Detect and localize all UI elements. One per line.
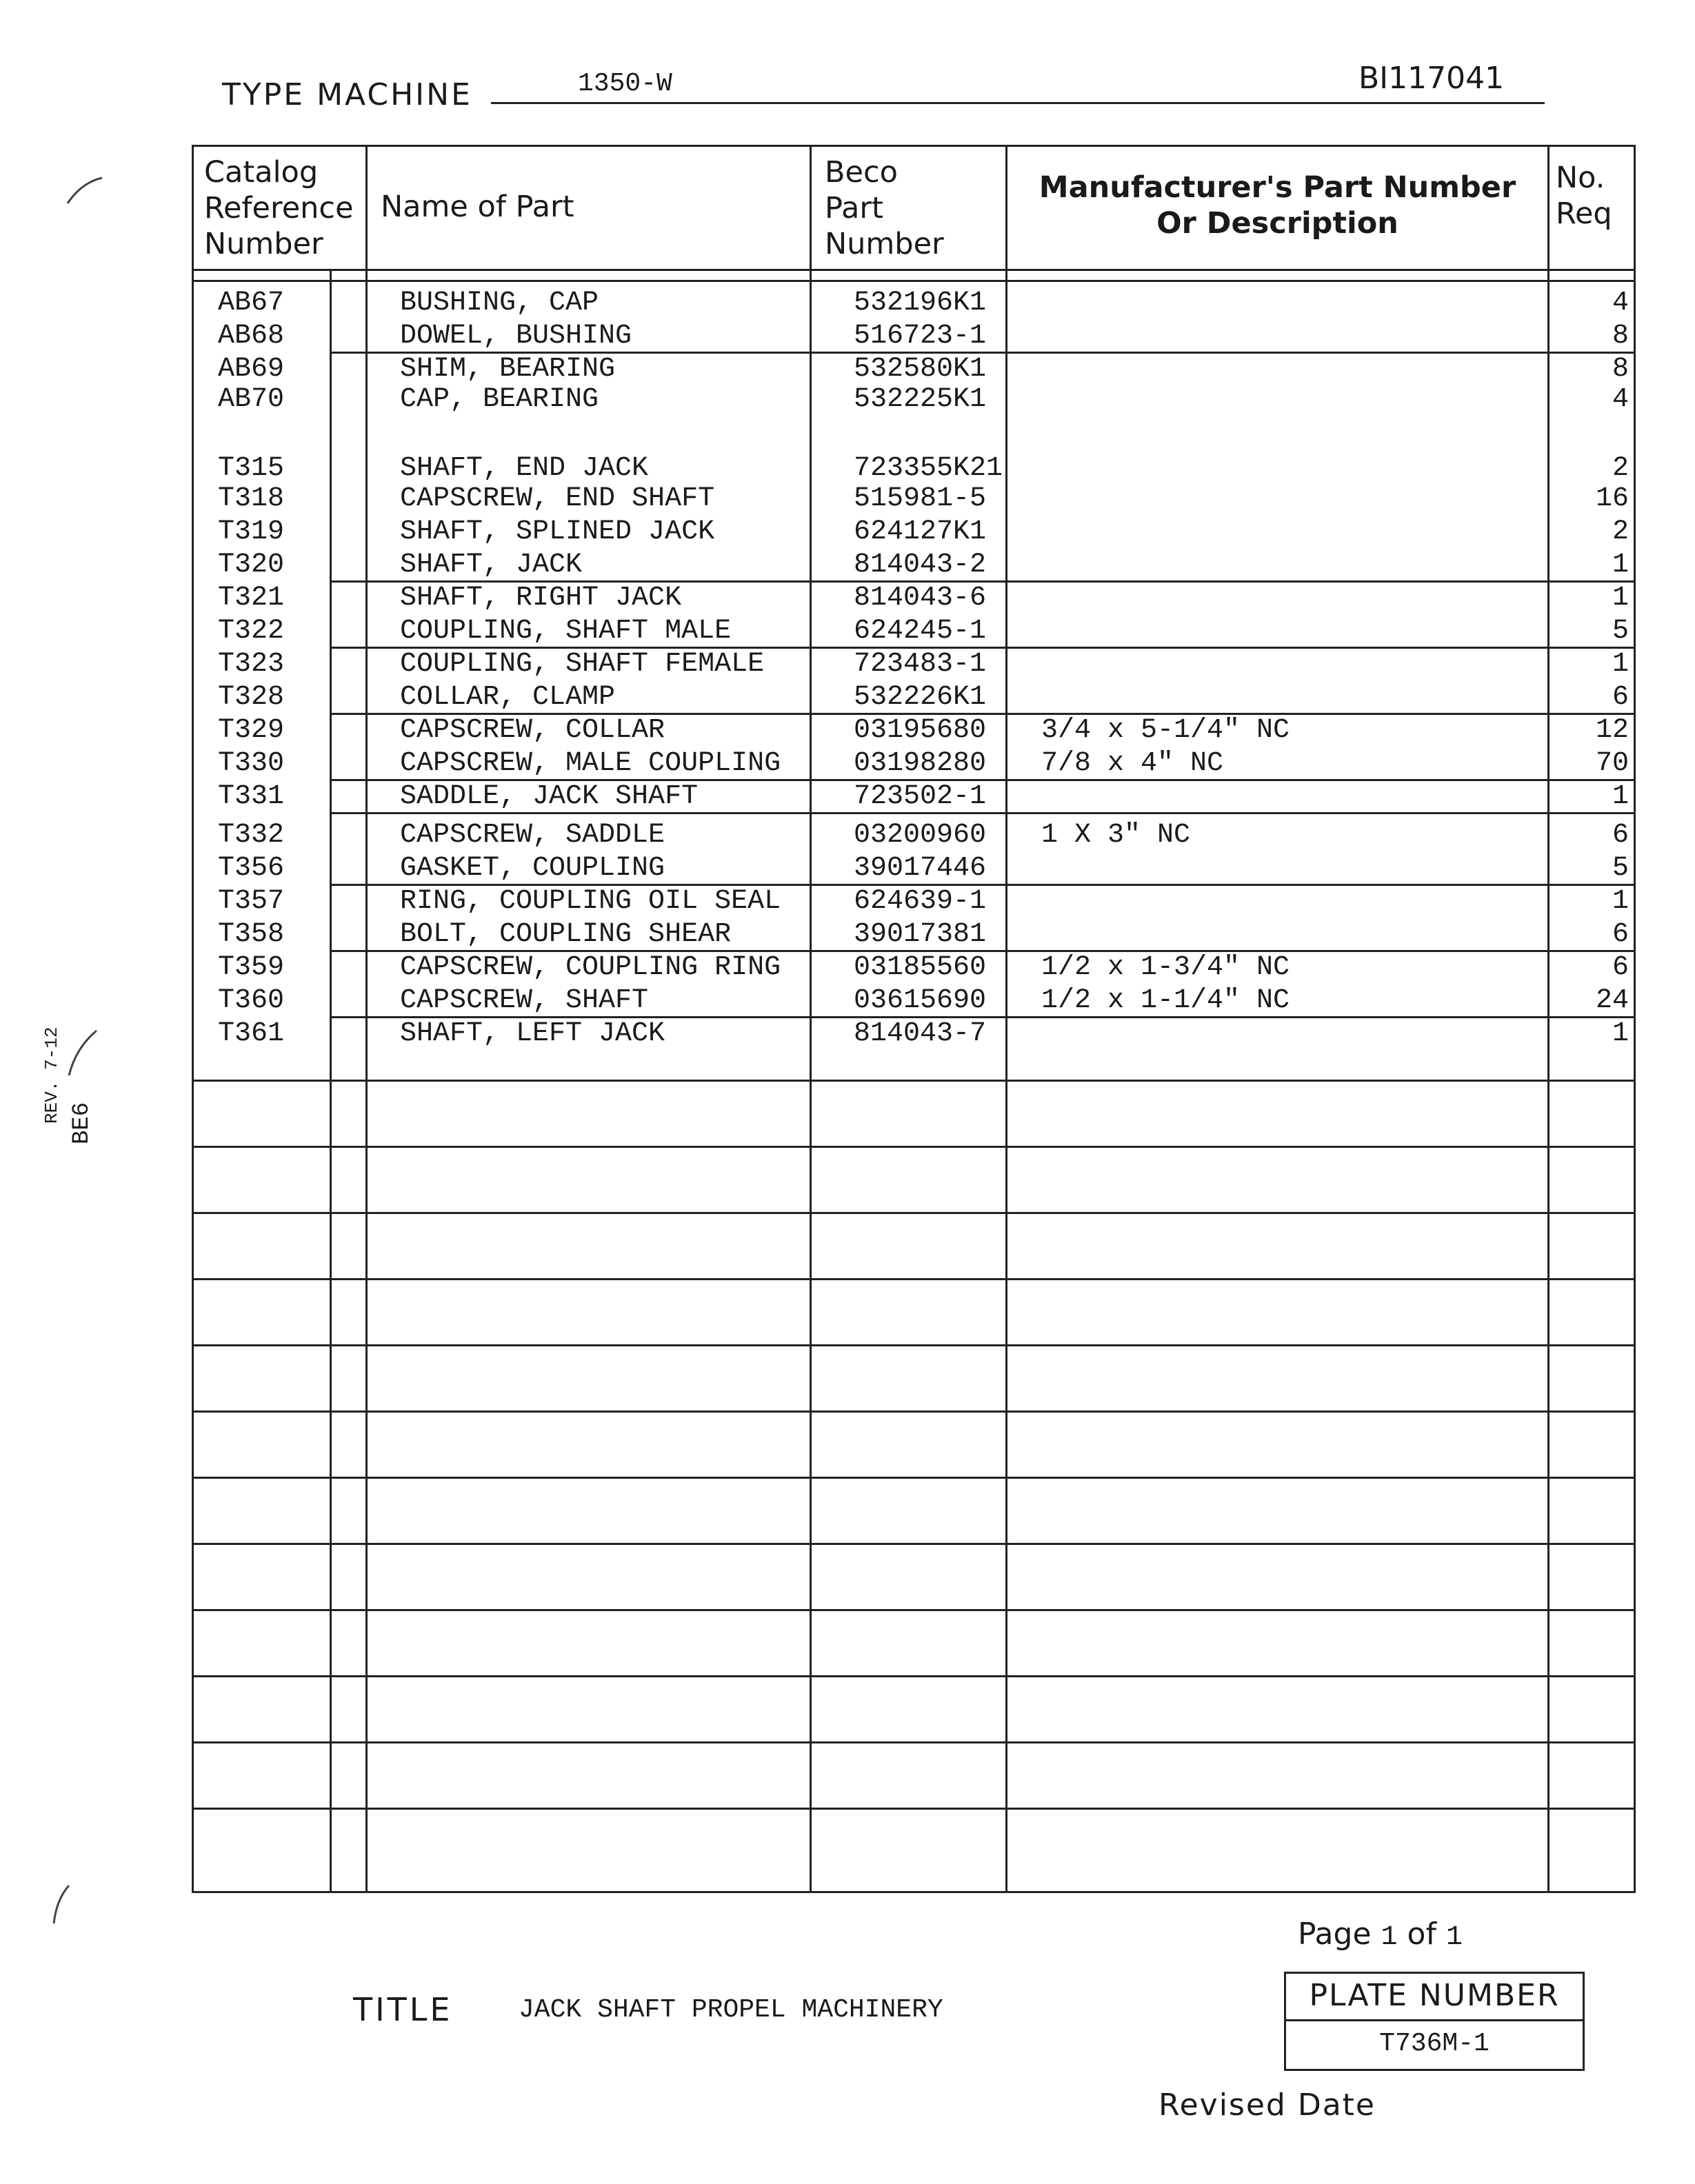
plate-number-label: PLATE NUMBER <box>1286 1974 1583 2021</box>
catalog-ref-cell: T331 <box>218 781 285 812</box>
table-border-bottom <box>192 1891 1636 1893</box>
quantity-cell: 1 <box>1612 781 1629 812</box>
part-name-cell: CAPSCREW, END SHAFT <box>400 483 715 514</box>
quantity-cell: 2 <box>1612 516 1629 547</box>
header-quantity-required <box>1556 160 1612 232</box>
table-row <box>192 918 1636 951</box>
quantity-cell: 4 <box>1612 384 1629 415</box>
header-rule <box>192 269 1636 271</box>
header-manufacturer-part-number <box>1007 170 1547 241</box>
table-row <box>192 984 1636 1018</box>
grid-row-line <box>192 1146 1636 1148</box>
document-number: BI117041 <box>1358 61 1505 96</box>
title-label: TITLE <box>353 1991 453 2028</box>
quantity-cell: 8 <box>1612 354 1629 385</box>
catalog-ref-cell: T329 <box>218 715 285 746</box>
table-row <box>192 320 1636 353</box>
part-name-cell: SHAFT, JACK <box>400 549 583 580</box>
catalog-ref-cell: T359 <box>218 952 285 983</box>
header-text: No. <box>1556 161 1605 195</box>
beco-part-cell: 39017381 <box>854 919 987 950</box>
part-name-cell: CAP, BEARING <box>400 384 599 415</box>
catalog-ref-cell: T323 <box>218 649 285 680</box>
grid-row-line <box>192 1212 1636 1214</box>
quantity-cell: 6 <box>1612 919 1629 950</box>
beco-part-cell: 03615690 <box>854 985 987 1016</box>
quantity-cell: 6 <box>1612 682 1629 713</box>
quantity-cell: 24 <box>1595 985 1629 1016</box>
table-row <box>192 648 1636 681</box>
margin-tick-mark <box>48 1882 76 1930</box>
part-name-cell: DOWEL, BUSHING <box>400 321 632 352</box>
part-name-cell: COUPLING, SHAFT FEMALE <box>400 649 765 680</box>
beco-part-cell: 814043-6 <box>854 583 987 614</box>
header-text: Catalog <box>204 155 319 190</box>
catalog-ref-cell: T361 <box>218 1018 285 1049</box>
row-divider <box>330 812 1636 814</box>
beco-part-cell: 39017446 <box>854 853 987 884</box>
catalog-ref-cell: T332 <box>218 820 285 851</box>
grid-row-line <box>192 1609 1636 1611</box>
header-text: Manufacturer's Part Number <box>1039 170 1516 205</box>
part-name-cell: SHAFT, SPLINED JACK <box>400 516 715 547</box>
type-machine-underline <box>491 102 1545 104</box>
description-cell: 1/2 x 1-3/4" NC <box>1041 952 1290 983</box>
table-row <box>192 287 1636 320</box>
catalog-ref-cell: T322 <box>218 616 285 647</box>
table-row <box>192 747 1636 780</box>
page-indicator <box>1298 1917 1463 1953</box>
header-text: Beco <box>825 155 898 190</box>
catalog-ref-cell: T320 <box>218 549 285 580</box>
plate-number-value: T736M-1 <box>1379 2029 1490 2059</box>
grid-row-line <box>192 1675 1636 1677</box>
beco-part-cell: 03195680 <box>854 715 987 746</box>
beco-part-cell: 03198280 <box>854 748 987 779</box>
catalog-ref-cell: T318 <box>218 483 285 514</box>
beco-part-cell: 532225K1 <box>854 384 987 415</box>
header-beco-part-number <box>825 154 944 262</box>
table-row <box>192 885 1636 918</box>
table-row <box>192 383 1636 416</box>
header-rule <box>192 280 1636 282</box>
page-total: 1 <box>1445 1922 1463 1953</box>
beco-part-cell: 532226K1 <box>854 682 987 713</box>
table-row <box>192 780 1636 813</box>
part-name-cell: BOLT, COUPLING SHEAR <box>400 919 732 950</box>
quantity-cell: 5 <box>1612 853 1629 884</box>
description-cell: 3/4 x 5-1/4" NC <box>1041 715 1290 746</box>
table-row <box>192 1018 1636 1051</box>
part-name-cell: COUPLING, SHAFT MALE <box>400 616 732 647</box>
part-name-cell: BUSHING, CAP <box>400 287 599 318</box>
beco-part-cell: 532580K1 <box>854 354 987 385</box>
margin-tick-mark <box>61 172 109 214</box>
beco-part-cell: 532196K1 <box>854 287 987 318</box>
grid-row-line <box>192 1543 1636 1545</box>
quantity-cell: 6 <box>1612 820 1629 851</box>
part-name-cell: CAPSCREW, MALE COUPLING <box>400 748 781 779</box>
quantity-cell: 1 <box>1612 886 1629 917</box>
quantity-cell: 4 <box>1612 287 1629 318</box>
table-row <box>192 516 1636 549</box>
grid-row-line <box>192 1808 1636 1810</box>
quantity-cell: 70 <box>1595 748 1629 779</box>
beco-part-cell: 624245-1 <box>854 616 987 647</box>
table-row <box>192 681 1636 714</box>
table-row <box>192 582 1636 615</box>
catalog-ref-cell: T330 <box>218 748 285 779</box>
quantity-cell: 5 <box>1612 616 1629 647</box>
catalog-ref-cell: AB67 <box>218 287 285 318</box>
part-name-cell: GASKET, COUPLING <box>400 853 665 884</box>
grid-row-line <box>192 1410 1636 1413</box>
parts-table <box>192 145 1636 1893</box>
grid-row-line <box>192 1278 1636 1280</box>
part-name-cell: SHAFT, RIGHT JACK <box>400 583 682 614</box>
catalog-ref-cell: T357 <box>218 886 285 917</box>
part-name-cell: CAPSCREW, COUPLING RING <box>400 952 781 983</box>
beco-part-cell: 516723-1 <box>854 321 987 352</box>
quantity-cell: 8 <box>1612 321 1629 352</box>
header-text: Or Description <box>1156 206 1398 241</box>
table-row <box>192 819 1636 852</box>
part-name-cell: CAPSCREW, COLLAR <box>400 715 665 746</box>
grid-row-line <box>192 1477 1636 1479</box>
header-catalog-reference <box>204 154 354 262</box>
quantity-cell: 1 <box>1612 649 1629 680</box>
grid-row-line <box>192 1080 1636 1082</box>
header-text: Part <box>825 191 883 225</box>
type-machine-value: 1350-W <box>578 69 672 99</box>
grid-row-line <box>192 1741 1636 1743</box>
table-row <box>192 483 1636 516</box>
part-name-cell: SHIM, BEARING <box>400 354 616 385</box>
catalog-ref-cell: T321 <box>218 583 285 614</box>
part-name-cell: RING, COUPLING OIL SEAL <box>400 886 781 917</box>
beco-part-cell: 515981-5 <box>854 483 987 514</box>
description-cell: 7/8 x 4" NC <box>1041 748 1224 779</box>
table-row <box>192 714 1636 747</box>
plate-number-box <box>1284 1972 1585 2071</box>
catalog-ref-cell: T319 <box>218 516 285 547</box>
quantity-cell: 2 <box>1612 453 1629 484</box>
beco-part-cell: 814043-2 <box>854 549 987 580</box>
header-text: Req <box>1556 196 1612 231</box>
part-name-cell: COLLAR, CLAMP <box>400 682 616 713</box>
table-row <box>192 353 1636 386</box>
table-row <box>192 549 1636 582</box>
table-row <box>192 951 1636 984</box>
header-text: Number <box>204 227 323 261</box>
quantity-cell: 6 <box>1612 952 1629 983</box>
beco-part-cell: 723502-1 <box>854 781 987 812</box>
beco-part-cell: 814043-7 <box>854 1018 987 1049</box>
part-name-cell: SHAFT, END JACK <box>400 453 649 484</box>
catalog-ref-cell: AB68 <box>218 321 285 352</box>
quantity-cell: 16 <box>1595 483 1629 514</box>
quantity-cell: 1 <box>1612 1018 1629 1049</box>
beco-part-cell: 03185560 <box>854 952 987 983</box>
quantity-cell: 1 <box>1612 549 1629 580</box>
margin-rev-text: REV. 7-12 <box>41 1027 62 1124</box>
page-label: Page <box>1298 1917 1372 1952</box>
description-cell: 1/2 x 1-1/4" NC <box>1041 985 1290 1016</box>
part-name-cell: SHAFT, LEFT JACK <box>400 1018 665 1049</box>
part-name-cell: SADDLE, JACK SHAFT <box>400 781 699 812</box>
catalog-ref-cell: T315 <box>218 453 285 484</box>
table-row <box>192 852 1636 885</box>
description-cell: 1 X 3" NC <box>1041 820 1191 851</box>
catalog-ref-cell: T356 <box>218 853 285 884</box>
part-name-cell: CAPSCREW, SHAFT <box>400 985 649 1016</box>
beco-part-cell: 03200960 <box>854 820 987 851</box>
table-row <box>192 452 1636 485</box>
catalog-ref-cell: AB70 <box>218 384 285 415</box>
beco-part-cell: 624639-1 <box>854 886 987 917</box>
type-machine-label: TYPE MACHINE <box>222 77 472 112</box>
beco-part-cell: 624127K1 <box>854 516 987 547</box>
catalog-ref-cell: T358 <box>218 919 285 950</box>
grid-row-line <box>192 1344 1636 1346</box>
table-row <box>192 615 1636 648</box>
header-text: Number <box>825 227 944 261</box>
margin-initials: BE6 <box>69 1102 95 1144</box>
beco-part-cell: 723355K21 <box>854 453 1003 484</box>
header-text: Reference <box>204 191 354 225</box>
header-name-of-part: Name of Part <box>381 190 574 224</box>
part-name-cell: CAPSCREW, SADDLE <box>400 820 665 851</box>
margin-tick-mark <box>62 1027 103 1082</box>
catalog-ref-cell: T360 <box>218 985 285 1016</box>
page-current: 1 <box>1381 1922 1398 1953</box>
page-of: of <box>1407 1917 1436 1952</box>
quantity-cell: 12 <box>1595 715 1629 746</box>
title-value: JACK SHAFT PROPEL MACHINERY <box>519 1995 943 2025</box>
quantity-cell: 1 <box>1612 583 1629 614</box>
catalog-ref-cell: AB69 <box>218 354 285 385</box>
beco-part-cell: 723483-1 <box>854 649 987 680</box>
catalog-ref-cell: T328 <box>218 682 285 713</box>
table-border-top <box>192 145 1636 147</box>
revised-date-label: Revised Date <box>1159 2087 1376 2123</box>
